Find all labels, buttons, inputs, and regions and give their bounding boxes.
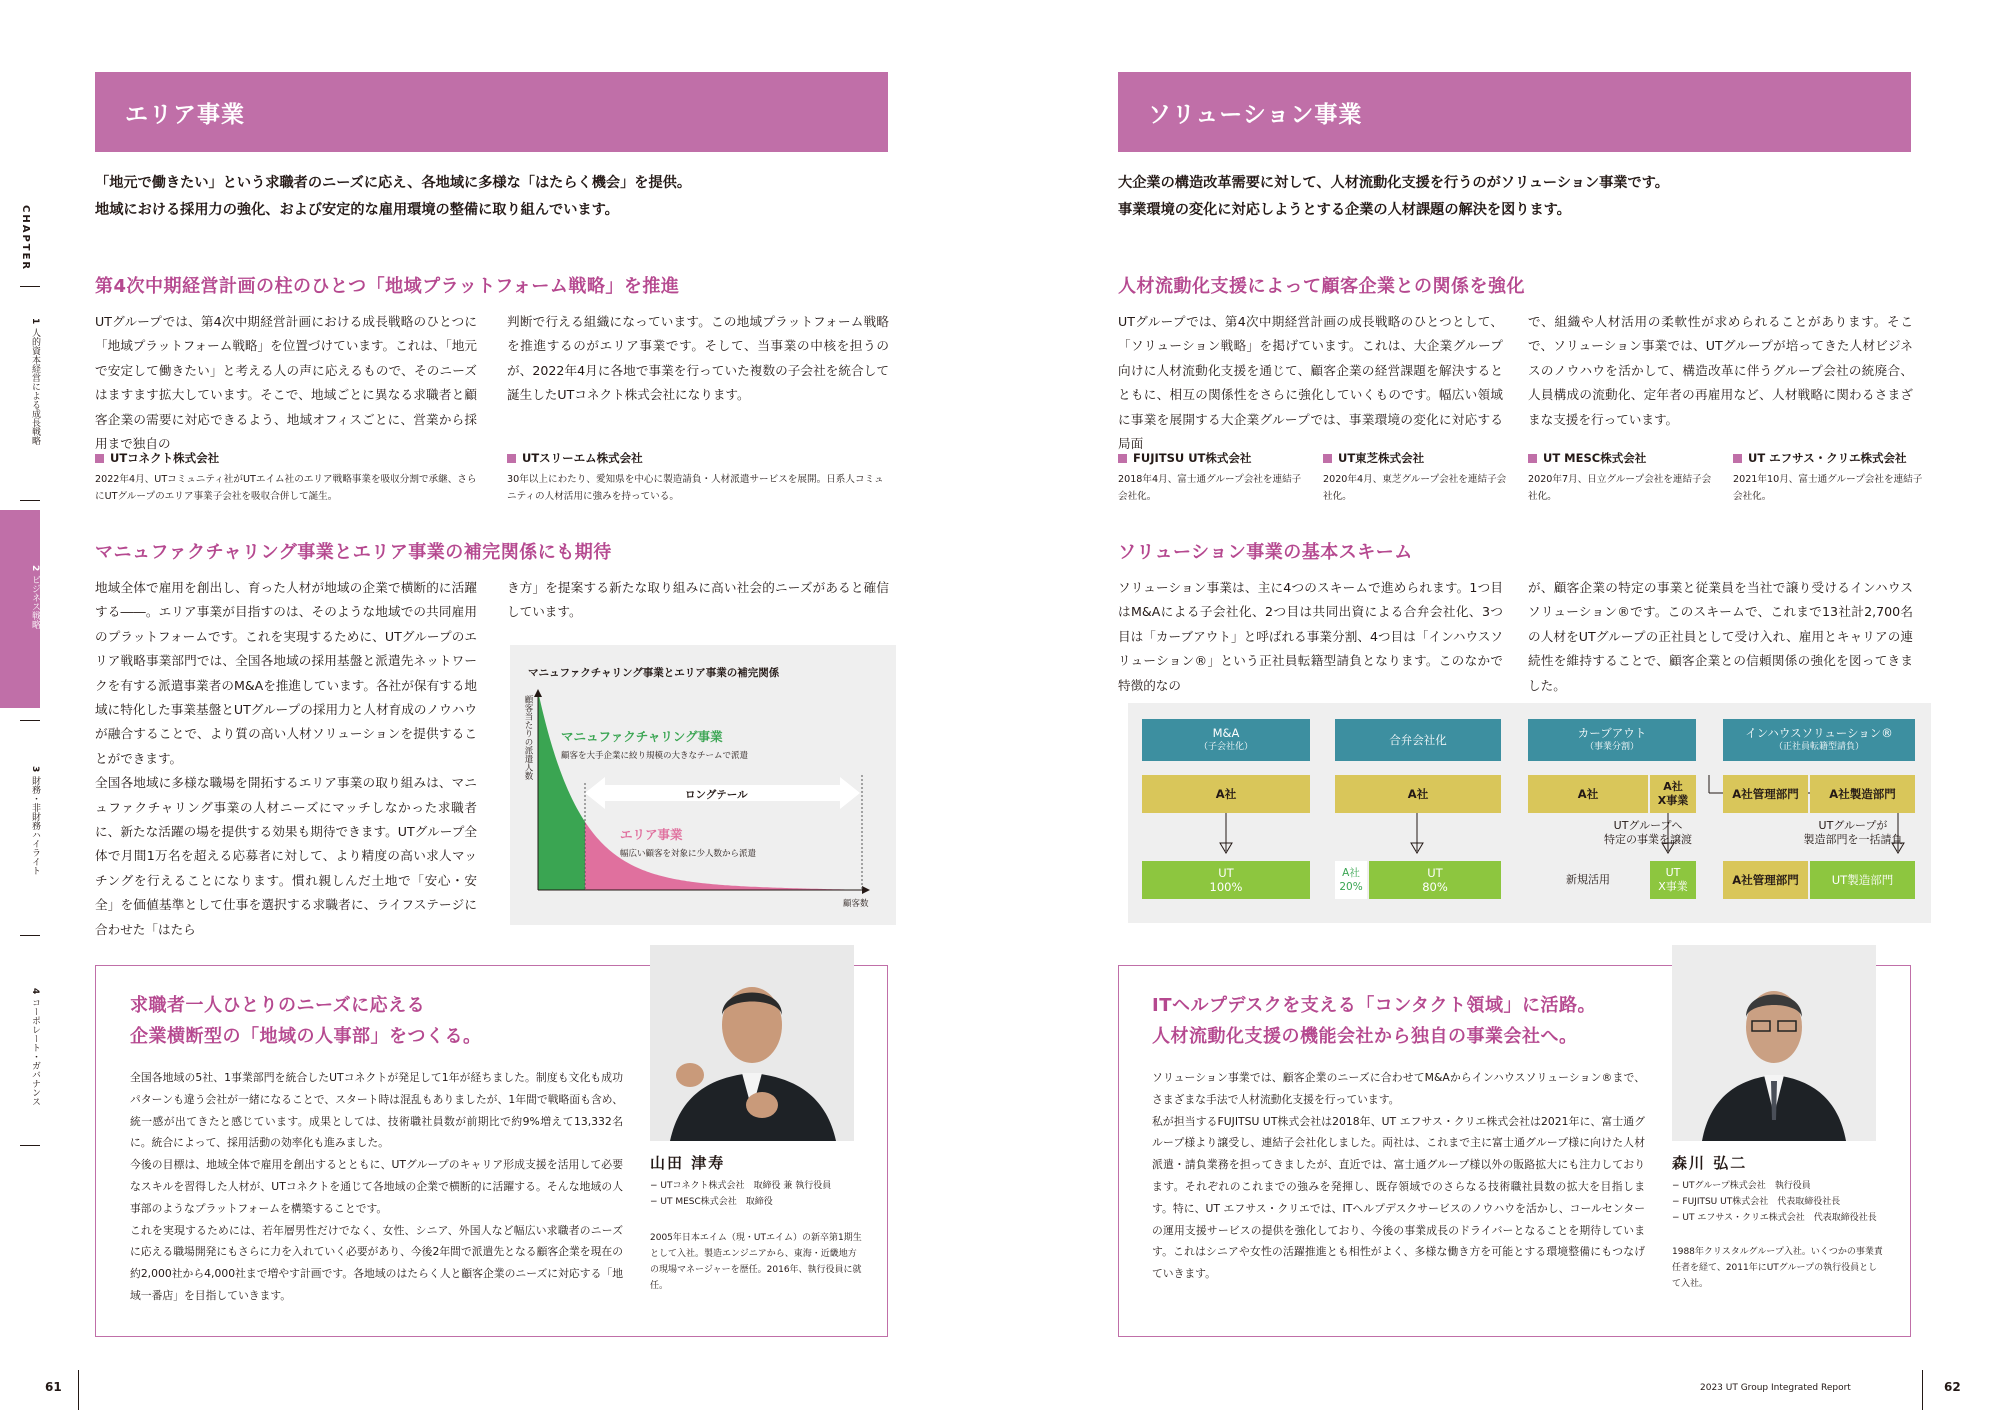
scheme-a-mgmt-dept: A社管理部門: [1723, 775, 1808, 813]
scheme-header-title: インハウスソリューション®: [1745, 726, 1893, 740]
interview-title-solution: [1152, 990, 1596, 1052]
scheme-header-title: 合弁会社化: [1389, 733, 1447, 747]
company-ut-connect: [95, 450, 477, 505]
rail-item-number: 2: [30, 565, 40, 572]
rail-item-number: 1: [30, 318, 40, 325]
role-line: − FUJITSU UT株式会社 代表取締役社長: [1672, 1197, 1841, 1207]
report-footer: 2023 UT Group Integrated Report: [1700, 1383, 1851, 1393]
series-desc-area: 幅広い顧客を対象に少人数から派遣: [620, 849, 757, 859]
scheme-ut-mfg-dept: UT製造部門: [1810, 861, 1915, 899]
scheme-header-inhouse: [1723, 719, 1915, 761]
rail-divider: [20, 500, 40, 501]
interview-title-area: [130, 990, 482, 1052]
rail-item-3[interactable]: [0, 766, 40, 926]
chart-xlabel: 顧客数: [843, 899, 869, 909]
area-paragraph-2a: [95, 576, 477, 942]
series-label-manufacturing: マニュファクチャリング事業: [561, 729, 723, 744]
scheme-ut-x-business: UT X事業: [1650, 861, 1696, 899]
portrait-yamada: [650, 945, 854, 1141]
scheme-header-jv: [1335, 719, 1501, 761]
area-business-banner: エリア事業: [95, 72, 888, 152]
bullet-square: [1118, 454, 1127, 463]
series-area-manufacturing: [538, 691, 585, 890]
footer-rule: [78, 1370, 79, 1410]
person-bio: 2005年日本エイム（現・UTエイム）の新卒第1期生として入社。製造エンジニアから、東海・近畿地方の現場マネージャーを歴任。2016年、執行役員に就任。: [650, 1233, 862, 1291]
company-name: UT エフサス・クリエ株式会社: [1748, 451, 1907, 465]
x-axis-arrow: [862, 886, 870, 894]
company-desc: 2020年7月、日立グループ会社を連結子会社化。: [1528, 474, 1712, 502]
solution-paragraph-1b: で、組織や人材活用の柔軟性が求められることがあります。そこで、ソリューション事業では、UTグループが培ってきた人材ビジネスのノウハウを活かして、構造改革に伴うグループ会社の統廃合、人員構成の流動化、定年者の再雇用など、人材戦略に関わるさまざまな支援を行っています。: [1528, 314, 1913, 427]
rail-item-label: 人的資本経営による成長戦略: [30, 328, 40, 446]
rail-item-label: コーポレート・ガバナンス: [30, 998, 40, 1107]
footer-rule: [1922, 1370, 1923, 1410]
role-line: − UT エフサス・クリエ株式会社 代表取締役社長: [1672, 1213, 1877, 1223]
scheme-header-sub: （子会社化）: [1198, 742, 1253, 752]
company-ut-fsas-crea: [1733, 450, 1923, 505]
scheme-a-x-business: A社 X事業: [1650, 775, 1696, 813]
scheme-ut-80: UT 80%: [1369, 861, 1501, 899]
company-name: FUJITSU UT株式会社: [1133, 451, 1252, 465]
scheme-a-mgmt-dept-after: A社管理部門: [1723, 861, 1808, 899]
solution-business-banner: ソリューション事業: [1118, 72, 1911, 152]
title-line: 企業横断型の「地域の人事部」をつくる。: [130, 1026, 482, 1047]
scheme-note-inhouse: UTグループが 製造部門を一括請負: [1803, 819, 1903, 846]
person-name: 森川 弘二: [1672, 1154, 1748, 1172]
portrait-morikawa: [1672, 945, 1876, 1141]
title-line: 求職者一人ひとりのニーズに応える: [130, 995, 426, 1016]
page-number-left: 61: [45, 1380, 62, 1394]
rail-item-number: 4: [30, 988, 40, 995]
chapter-rail: [0, 0, 62, 1415]
rail-divider: [20, 935, 40, 936]
role-line: − UTコネクト株式会社 取締役 兼 執行役員: [650, 1181, 832, 1191]
company-name: UT MESC株式会社: [1543, 451, 1647, 465]
person-roles: [1672, 1178, 1877, 1226]
company-desc: 2021年10月、富士通グループ会社を連結子会社化。: [1733, 474, 1923, 502]
company-fujitsu-ut: [1118, 450, 1308, 505]
company-ut-3m: [507, 450, 889, 505]
paragraph-part: 地域全体で雇用を創出し、育った人材が地域の企業で横断的に活躍する――。エリア事業が目指すのは、そのような地域での共同雇用のプラットフォームです。これを実現するために、UTグループのエリア戦略事業部門では、全国各地域の採用基盤と派遣先ネットワークを有する派遣事業者のM&Aを推進しています。各社が保有する地域に特化した事業基盤とUTグループの採用力と人材育成のノウハウが融合することで、より質の高い人材ソリューションを提供することができます。: [95, 580, 477, 766]
chart-svg: [510, 645, 896, 925]
scheme-ut-100: UT 100%: [1142, 861, 1310, 899]
person-roles: [650, 1178, 831, 1210]
company-desc: 2022年4月、UTコミュニティ社がUTエイム社のエリア戦略事業を吸収分割で承継、さらにUTグループのエリア事業子会社を吸収合併して誕生。: [95, 474, 477, 502]
lead-line: 事業環境の変化に対応しようとする企業の人材課題の解決を図ります。: [1118, 202, 1571, 218]
scheme-header-carveout: [1528, 719, 1696, 761]
company-name: UTコネクト株式会社: [110, 451, 220, 465]
rail-divider: [20, 286, 40, 287]
scheme-company-a: A社: [1142, 775, 1310, 813]
scheme-new-use: 新規活用: [1566, 873, 1610, 886]
title-line: 人材流動化支援の機能会社から独自の事業会社へ。: [1152, 1026, 1578, 1047]
scheme-a-mfg-dept: A社製造部門: [1810, 775, 1915, 813]
scheme-header-title: カーブアウト: [1577, 726, 1647, 740]
solution-scheme-diagram: [1128, 703, 1931, 923]
page-number-right: 62: [1944, 1380, 1961, 1394]
bullet-square: [1528, 454, 1537, 463]
rail-divider: [20, 720, 40, 721]
y-axis-arrow: [534, 689, 542, 697]
complement-chart: [510, 645, 896, 925]
role-line: − UTグループ株式会社 執行役員: [1672, 1181, 1811, 1191]
rail-divider: [20, 1145, 40, 1146]
rail-item-number: 3: [30, 766, 40, 773]
person-name: 山田 津寿: [650, 1154, 726, 1172]
lead-line: 「地元で働きたい」という求職者のニーズに応え、各地域に多様な「はたらく機会」を提供。: [95, 175, 692, 191]
area-heading-1: 第4次中期経営計画の柱のひとつ「地域プラットフォーム戦略」を推進: [95, 276, 680, 297]
title-line: ITヘルプデスクを支える「コンタクト領域」に活路。: [1152, 995, 1597, 1016]
solution-heading-2: ソリューション事業の基本スキーム: [1118, 542, 1413, 563]
scheme-header-sub: （正社員転籍型請負）: [1773, 742, 1864, 752]
chart-ylabel: 顧客当たりの派遣人数: [523, 695, 533, 780]
company-desc: 30年以上にわたり、愛知県を中心に製造請負・人材派遣サービスを展開。日系人コミュニティの人材活用に強みを持っている。: [507, 474, 884, 502]
company-desc: 2018年4月、富士通グループ会社を連結子会社化。: [1118, 474, 1302, 502]
bullet-square: [507, 454, 516, 463]
rail-item-label: ビジネス戦略: [30, 575, 40, 630]
company-ut-mesc: [1528, 450, 1718, 505]
solution-heading-1: 人材流動化支援によって顧客企業との関係を強化: [1118, 276, 1525, 297]
series-desc-manufacturing: 顧客を大手企業に絞り規模の大きなチームで派遣: [561, 751, 749, 761]
area-lead: [95, 170, 885, 224]
company-name: UT東芝株式会社: [1338, 451, 1425, 465]
series-label-area: エリア事業: [620, 827, 683, 842]
rail-item-label: 財務・非財務ハイライト: [30, 776, 40, 876]
bullet-square: [1323, 454, 1332, 463]
area-paragraph-2c: き方」を提案する新たな取り組みに高い社会的ニーズがあると確信しています。: [507, 580, 889, 620]
area-heading-2: マニュファクチャリング事業とエリア事業の補完関係にも期待: [95, 542, 612, 563]
company-name: UTスリーエム株式会社: [522, 451, 643, 465]
solution-lead: [1118, 170, 1908, 224]
person-bio: 1988年クリスタルグループ入社。いくつかの事業責任者を経て、2011年にUTグループの執行役員として入社。: [1672, 1247, 1883, 1289]
company-ut-toshiba: [1323, 450, 1513, 505]
scheme-note-carveout: UTグループへ 特定の事業を譲渡: [1604, 819, 1692, 846]
company-desc: 2020年4月、東芝グループ会社を連結子会社化。: [1323, 474, 1507, 502]
lead-line: 大企業の構造改革需要に対して、人材流動化支援を行うのがソリューション事業です。: [1118, 175, 1669, 191]
bullet-square: [95, 454, 104, 463]
solution-paragraph-2a: ソリューション事業は、主に4つのスキームで進められます。1つ目はM&Aによる子会社化、2つ目は共同出資による合弁会社化、3つ目は「カーブアウト」と呼ばれる事業分割、4つ目は「インハウスソリューション®」という正社員転籍型請負となります。このなかで特徴的なの: [1118, 580, 1503, 693]
interview-body-solution: ソリューション事業では、顧客企業のニーズに合わせてM&Aからインハウスソリューション®まで、さまざまな手法で人材流動化支援を行っています。 私が担当するFUJITSU UT株式会社は2018年、UT エフサス・クリエ株式会社は2021年に、富士通グループ様より譲受し、連結子会社化しました。両社は、これまで主に富士通グループ様に向けた人材派遣・請負業務を担ってきましたが、直近では、富士通グループ様以外の販路拡大にも注力しております。それぞれのこれまでの強みを発揮し、既存領域でのさらなる技術職社員数の拡大を目指します。特に、UT エフサス・クリエでは、ITヘルプデスクサービスのノウハウを活かし、コールセンターの運用支援サービスの提供を強化しており、今後の事業成長のドライバーとなることを期待しています。これはシニアや女性の活躍推進とも相性がよく、多様な働き方を可能とする環境整備にもつなげていきます。: [1152, 1071, 1645, 1281]
scheme-company-a: A社: [1335, 775, 1501, 813]
area-paragraph-1b: 判断で行える組織になっています。この地域プラットフォーム戦略を推進するのがエリア事業です。そして、当事業の中核を担うのが、2022年4月に各地で事業を行っていた複数の子会社を統合して誕生したUTコネクト株式会社になります。: [507, 314, 889, 403]
scheme-company-a: A社: [1528, 775, 1648, 813]
scheme-header-title: M&A: [1212, 726, 1240, 740]
solution-paragraph-1a: UTグループでは、第4次中期経営計画の成長戦略のひとつとして、「ソリューション戦略」を掲げています。これは、大企業グループ向けに人材流動化支援を通じて、顧客企業の経営課題を解決するとともに、相互の関係性をさらに強化していくものです。幅広い領域に事業を展開する大企業グループでは、事業環境の変化に対応する局面: [1118, 314, 1503, 452]
role-line: − UT MESC株式会社 取締役: [650, 1197, 773, 1207]
scheme-header-sub: （事業分割）: [1584, 742, 1639, 752]
portrait-image: [1672, 945, 1876, 1141]
lead-line: 地域における採用力の強化、および安定的な雇用環境の整備に取り組んでいます。: [95, 202, 619, 218]
rail-item-1[interactable]: [0, 318, 40, 488]
bullet-square: [1733, 454, 1742, 463]
portrait-image: [650, 945, 854, 1141]
long-tail-label: ロングテール: [685, 789, 748, 801]
scheme-header-ma: [1142, 719, 1310, 761]
interview-body-area: 全国各地域の5社、1事業部門を統合したUTコネクトが発足して1年が経ちました。制度も文化も成功パターンも違う会社が一緒になることで、スタート時は混乱もありましたが、1年間で戦略面も含め、統一感が出てきたと感じています。成果としては、技術職社員数が前期比で約9%増えて13,332名に。統合によって、採用活動の効率化も進みました。 今後の目標は、地域全体で雇用を創出するとともに、UTグループのキャリア形成支援を活用して必要なスキルを習得した人材が、UTコネクトを通じて各地域の企業で横断的に活躍する。そんな地域の人事部のようなプラットフォームを構築することです。 これを実現するためには、若年層男性だけでなく、女性、シニア、外国人など幅広い求職者のニーズに応える職場開発にもさらに力を入れていく必要があり、今後2年間で派遣先となる顧客企業を現在の約2,000社から4,000社まで増やす計画です。各地域のはたらく人と顧客企業のニーズに対応する「地域一番店」を目指していきます。: [130, 1071, 623, 1302]
rail-item-4[interactable]: [0, 988, 40, 1148]
chapter-label: CHAPTER: [20, 205, 31, 272]
area-paragraph-1a: UTグループでは、第4次中期経営計画における成長戦略のひとつに「地域プラットフォーム戦略」を位置づけています。これは、「地元で安定して働きたい」と考える人の声に応えるもので、そのニーズはますます拡大しています。そこで、地域ごとに異なる求職者と顧客企業の需要に対応できるよう、地域オフィスごとに、営業から採用まで独自の: [95, 314, 477, 452]
scheme-a-20: A社 20%: [1335, 861, 1367, 899]
rail-item-2[interactable]: [0, 510, 40, 708]
paragraph-part: 全国各地域に多様な職場を開拓するエリア事業の取り組みは、マニュファクチャリング事業の人材ニーズにマッチしなかった求職者に、新たな活躍の場を提供する効果も期待できます。UTグループ全体で月間1万名を超える応募者に対して、より精度の高い求人マッチングを行えることになります。慣れ親しんだ土地で「安心・安全」を価値基準として仕事を選択する求職者に、ライフステージに合わせた「はたら: [95, 775, 478, 937]
chart-title: マニュファクチャリング事業とエリア事業の補完関係: [528, 667, 780, 679]
solution-paragraph-2b: が、顧客企業の特定の事業と従業員を当社で譲り受けるインハウスソリューション®です。このスキームで、これまで13社計2,700名の人材をUTグループの正社員として受け入れ、雇用とキャリアの連続性を維持することで、顧客企業との信頼関係の強化を図ってきました。: [1528, 580, 1913, 693]
